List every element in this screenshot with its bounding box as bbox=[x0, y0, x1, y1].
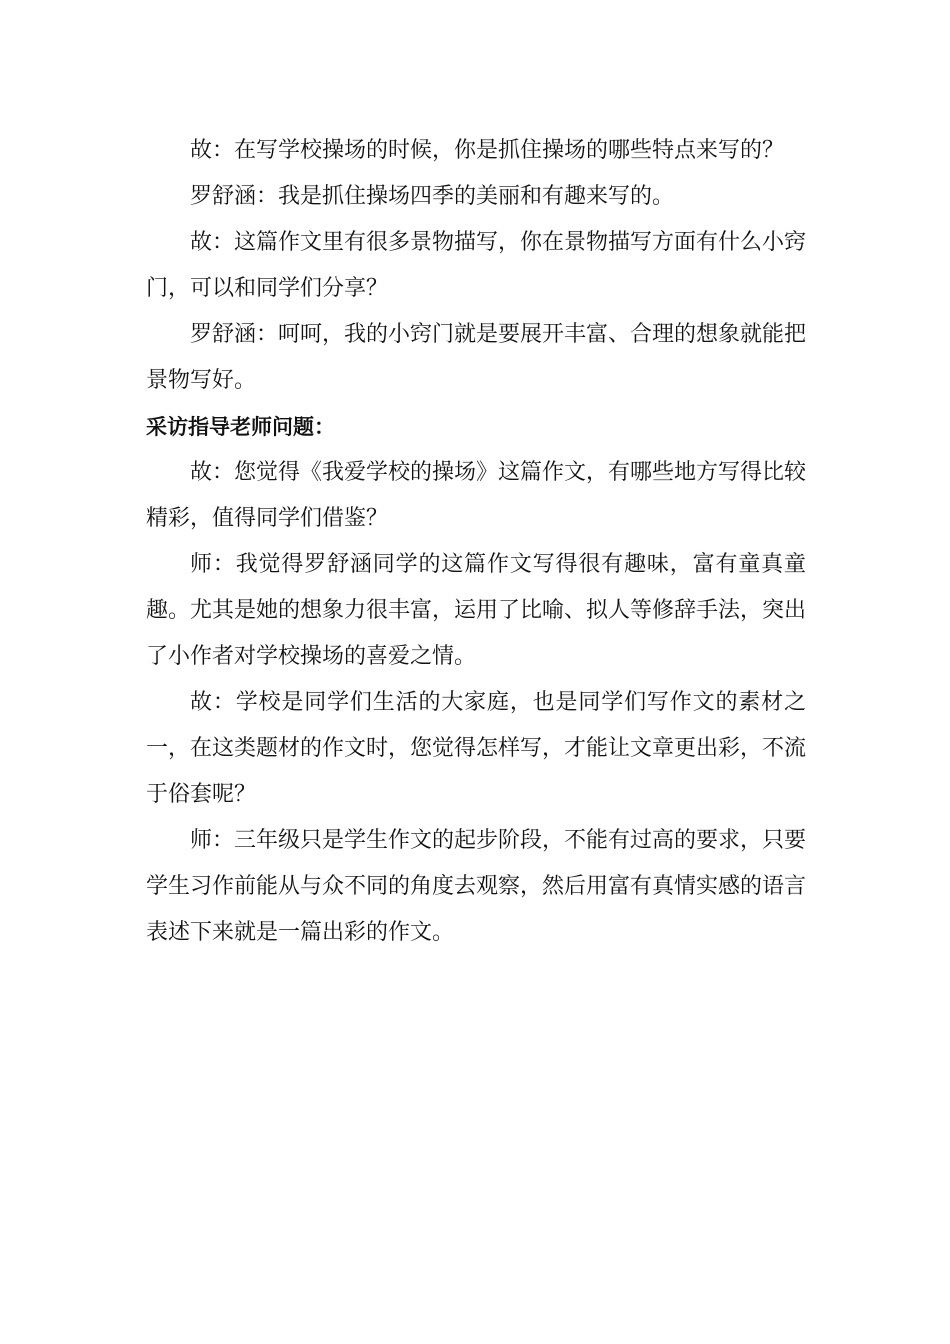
teacher-answer-1: 师：我觉得罗舒涵同学的这篇作文写得很有趣味，富有童真童趣。尤其是她的想象力很丰富，运用了比喻、拟人等修辞手法，突出了小作者对学校操场的喜爱之情。 bbox=[146, 552, 807, 669]
section-heading-teacher: 采访指导老师问题： bbox=[146, 415, 335, 439]
interview-answer-2: 罗舒涵：呵呵，我的小窍门就是要展开丰富、合理的想象就能把景物写好。 bbox=[146, 322, 807, 393]
interview-answer-1: 罗舒涵：我是抓住操场四季的美丽和有趣来写的。 bbox=[190, 184, 675, 209]
teacher-question-2: 故：学校是同学们生活的大家庭，也是同学们写作文的素材之一，在这类题材的作文时，您觉得怎样写，才能让文章更出彩，不流于俗套呢？ bbox=[146, 690, 807, 807]
teacher-question-1: 故：您觉得《我爱学校的操场》这篇作文，有哪些地方写得比较精彩，值得同学们借鉴？ bbox=[146, 460, 807, 531]
document-body bbox=[146, 128, 806, 956]
interview-question-1: 故：在写学校操场的时候，你是抓住操场的哪些特点来写的？ bbox=[190, 138, 785, 163]
interview-question-2: 故：这篇作文里有很多景物描写，你在景物描写方面有什么小窍门，可以和同学们分享？ bbox=[146, 230, 807, 301]
teacher-answer-2: 师：三年级只是学生作文的起步阶段，不能有过高的要求，只要学生习作前能从与众不同的角度去观察，然后用富有真情实感的语言表述下来就是一篇出彩的作文。 bbox=[146, 828, 807, 945]
